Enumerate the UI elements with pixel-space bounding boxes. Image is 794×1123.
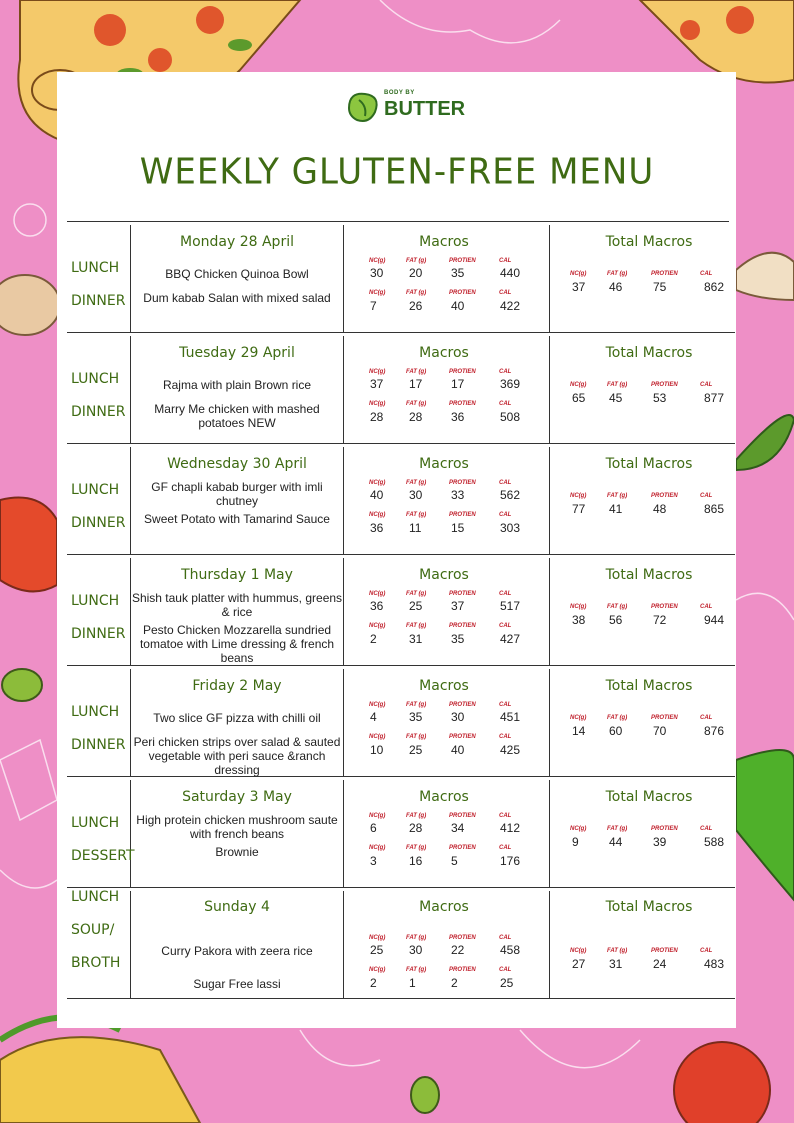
total-value: 48 — [653, 502, 667, 516]
total-column-label: CAL — [700, 948, 713, 954]
macro-value: 562 — [500, 488, 521, 502]
green-pepper-icon — [736, 750, 794, 900]
total-column-label: PROTIEN — [651, 715, 678, 721]
total-column-label: FAT (g) — [607, 604, 628, 610]
macros-heading: Macros — [419, 567, 469, 583]
total-value: 865 — [704, 502, 725, 516]
macro-value: 25 — [409, 599, 423, 613]
day-heading: Friday 2 May — [192, 678, 282, 694]
macro-column-label: CAL — [499, 401, 512, 407]
total-column-label: FAT (g) — [607, 948, 628, 954]
dish-first: Curry Pakora with zeera rice — [161, 944, 313, 958]
total-value: 72 — [653, 613, 667, 627]
total-column-label: PROTIEN — [651, 604, 678, 610]
day-heading: Monday 28 April — [180, 234, 294, 250]
total-column-label: CAL — [700, 826, 713, 832]
day-heading: Sunday 4 — [204, 899, 270, 915]
macro-column-label: NC(g) — [369, 935, 386, 941]
macro-value: 34 — [451, 821, 465, 835]
macro-column-label: PROTIEN — [449, 591, 476, 597]
macro-value: 35 — [451, 632, 465, 646]
chili-pepper-icon — [0, 498, 57, 592]
total-value: 46 — [609, 280, 623, 294]
meal-label-lunch: LUNCH — [71, 482, 120, 498]
total-column-label: NC(g) — [570, 271, 587, 277]
macro-value: 17 — [451, 377, 465, 391]
macro-column-label: CAL — [499, 591, 512, 597]
macro-column-label: FAT (g) — [406, 369, 427, 375]
macro-column-label: PROTIEN — [449, 512, 476, 518]
total-value: 27 — [572, 957, 586, 971]
macro-value: 10 — [370, 743, 384, 757]
total-value: 483 — [704, 957, 725, 971]
macro-value: 28 — [409, 410, 423, 424]
macro-column-label: FAT (g) — [406, 290, 427, 296]
macro-column-label: FAT (g) — [406, 258, 427, 264]
total-value: 38 — [572, 613, 586, 627]
macro-column-label: FAT (g) — [406, 734, 427, 740]
macro-value: 40 — [451, 743, 465, 757]
dish-first: High protein chicken mushroom saute with french beans — [136, 813, 338, 841]
macro-value: 30 — [409, 488, 423, 502]
macro-value: 35 — [451, 266, 465, 280]
total-value: 862 — [704, 280, 725, 294]
dish-first: BBQ Chicken Quinoa Bowl — [165, 267, 309, 281]
macro-value: 28 — [370, 410, 384, 424]
row-divider — [67, 554, 735, 555]
macro-column-label: PROTIEN — [449, 813, 476, 819]
macro-value: 37 — [451, 599, 465, 613]
total-value: 944 — [704, 613, 725, 627]
meal-label-second: DINNER — [71, 626, 126, 642]
dish-first: Rajma with plain Brown rice — [162, 378, 312, 392]
total-column-label: NC(g) — [570, 715, 587, 721]
macro-value: 422 — [500, 299, 521, 313]
macro-value: 427 — [500, 632, 521, 646]
macro-column-label: CAL — [499, 290, 512, 296]
macro-column-label: PROTIEN — [449, 369, 476, 375]
total-macros-heading: Total Macros — [605, 345, 693, 361]
mushroom-icon — [736, 253, 794, 300]
total-column-label: PROTIEN — [651, 271, 678, 277]
macros-heading: Macros — [419, 789, 469, 805]
total-value: 24 — [653, 957, 667, 971]
row-divider — [67, 443, 735, 444]
menu-card — [57, 72, 736, 1028]
macro-column-label: CAL — [499, 702, 512, 708]
macros-heading: Macros — [419, 899, 469, 915]
macro-column-label: FAT (g) — [406, 702, 427, 708]
total-value: 77 — [572, 502, 586, 516]
macro-column-label: CAL — [499, 369, 512, 375]
meal-label-lunch: LUNCH — [71, 371, 120, 387]
day-heading: Saturday 3 May — [182, 789, 292, 805]
macro-value: 26 — [409, 299, 423, 313]
dish-first: Shish tauk platter with hummus, greens & rice — [131, 591, 343, 619]
macro-column-label: CAL — [499, 480, 512, 486]
macro-column-label: CAL — [499, 623, 512, 629]
macro-value: 20 — [409, 266, 423, 280]
macro-column-label: PROTIEN — [449, 845, 476, 851]
total-value: 877 — [704, 391, 725, 405]
dish-second: Dum kabab Salan with mixed salad — [143, 291, 331, 305]
macro-value: 40 — [370, 488, 384, 502]
total-column-label: FAT (g) — [607, 715, 628, 721]
macro-column-label: CAL — [499, 734, 512, 740]
total-column-label: CAL — [700, 271, 713, 277]
meal-label-second: DINNER — [71, 737, 126, 753]
macro-value: 5 — [451, 854, 458, 868]
total-macros-heading: Total Macros — [605, 456, 693, 472]
total-column-label: NC(g) — [570, 604, 587, 610]
total-column-label: CAL — [700, 493, 713, 499]
macro-value: 2 — [451, 976, 458, 990]
macro-value: 36 — [370, 521, 384, 535]
meal-label-second: SOUP/ — [71, 922, 115, 938]
macros-heading: Macros — [419, 345, 469, 361]
meal-label-third: BROTH — [71, 955, 121, 971]
meal-label-lunch: LUNCH — [71, 889, 120, 905]
day-heading: Wednesday 30 April — [167, 456, 307, 472]
macro-value: 451 — [500, 710, 521, 724]
macro-column-label: NC(g) — [369, 369, 386, 375]
macro-column-label: FAT (g) — [406, 813, 427, 819]
macro-value: 303 — [500, 521, 521, 535]
total-column-label: FAT (g) — [607, 826, 628, 832]
meal-label-second: DINNER — [71, 293, 126, 309]
total-value: 39 — [653, 835, 667, 849]
macro-column-label: PROTIEN — [449, 290, 476, 296]
total-value: 9 — [572, 835, 579, 849]
macro-column-label: FAT (g) — [406, 967, 427, 973]
total-column-label: CAL — [700, 382, 713, 388]
total-column-label: NC(g) — [570, 948, 587, 954]
macro-value: 6 — [370, 821, 377, 835]
macro-value: 15 — [451, 521, 465, 535]
dish-second: Brownie — [215, 845, 259, 859]
macro-column-label: PROTIEN — [449, 480, 476, 486]
total-value: 75 — [653, 280, 667, 294]
macro-column-label: FAT (g) — [406, 480, 427, 486]
total-column-label: PROTIEN — [651, 948, 678, 954]
total-column-label: PROTIEN — [651, 493, 678, 499]
macro-value: 4 — [370, 710, 377, 724]
total-value: 41 — [609, 502, 623, 516]
total-value: 60 — [609, 724, 623, 738]
macro-column-label: CAL — [499, 512, 512, 518]
macro-value: 36 — [451, 410, 465, 424]
dish-second: Sweet Potato with Tamarind Sauce — [144, 512, 330, 526]
macro-value: 412 — [500, 821, 521, 835]
macro-value: 30 — [451, 710, 465, 724]
macro-column-label: NC(g) — [369, 401, 386, 407]
macros-heading: Macros — [419, 234, 469, 250]
macro-column-label: NC(g) — [369, 845, 386, 851]
macro-value: 31 — [409, 632, 423, 646]
dish-second: Sugar Free lassi — [193, 977, 281, 991]
total-value: 31 — [609, 957, 623, 971]
table-top-border — [67, 221, 729, 222]
total-macros-heading: Total Macros — [605, 234, 693, 250]
macro-column-label: NC(g) — [369, 813, 386, 819]
macro-column-label: FAT (g) — [406, 512, 427, 518]
macro-value: 176 — [500, 854, 521, 868]
macro-column-label: PROTIEN — [449, 401, 476, 407]
macro-column-label: FAT (g) — [406, 401, 427, 407]
row-divider — [67, 332, 735, 333]
macro-column-label: PROTIEN — [449, 935, 476, 941]
dish-first: GF chapli kabab burger with imli chutney — [151, 480, 323, 508]
macro-column-label: PROTIEN — [449, 734, 476, 740]
total-macros-heading: Total Macros — [605, 678, 693, 694]
pizza-slice-right-icon — [640, 0, 794, 83]
macro-column-label: NC(g) — [369, 591, 386, 597]
day-heading: Thursday 1 May — [181, 567, 293, 583]
macro-value: 7 — [370, 299, 377, 313]
total-value: 37 — [572, 280, 586, 294]
macro-value: 1 — [409, 976, 416, 990]
total-column-label: NC(g) — [570, 493, 587, 499]
total-column-label: FAT (g) — [607, 271, 628, 277]
macro-column-label: PROTIEN — [449, 623, 476, 629]
dish-second: Pesto Chicken Mozzarella sundried tomatoe with Lime dressing & french beans — [139, 623, 335, 665]
macro-value: 25 — [370, 943, 384, 957]
macro-value: 30 — [409, 943, 423, 957]
corn-icon — [0, 1017, 200, 1123]
macro-value: 25 — [409, 743, 423, 757]
macro-value: 440 — [500, 266, 521, 280]
macro-column-label: NC(g) — [369, 734, 386, 740]
macro-column-label: FAT (g) — [406, 591, 427, 597]
meal-label-second: DESSERT — [71, 848, 135, 864]
meal-label-second: DINNER — [71, 515, 126, 531]
macro-value: 35 — [409, 710, 423, 724]
macro-column-label: FAT (g) — [406, 935, 427, 941]
total-value: 588 — [704, 835, 725, 849]
row-divider — [67, 998, 735, 999]
dish-second: Marry Me chicken with mashed potatoes NEW — [154, 402, 320, 430]
macro-column-label: NC(g) — [369, 967, 386, 973]
macro-value: 458 — [500, 943, 521, 957]
total-column-label: CAL — [700, 715, 713, 721]
macro-value: 37 — [370, 377, 384, 391]
meal-label-lunch: LUNCH — [71, 815, 120, 831]
logo-text-big: BUTTER — [384, 98, 466, 120]
total-column-label: FAT (g) — [607, 493, 628, 499]
macro-value: 425 — [500, 743, 521, 757]
dish-second: Peri chicken strips over salad & sauted vegetable with peri sauce &ranch dressing — [133, 735, 341, 777]
macro-value: 517 — [500, 599, 521, 613]
total-value: 70 — [653, 724, 667, 738]
macro-column-label: NC(g) — [369, 623, 386, 629]
row-divider — [67, 665, 735, 666]
potato-icon — [0, 275, 60, 335]
macro-column-label: NC(g) — [369, 258, 386, 264]
macro-value: 11 — [409, 521, 422, 535]
total-column-label: PROTIEN — [651, 382, 678, 388]
total-column-label: CAL — [700, 604, 713, 610]
macro-column-label: PROTIEN — [449, 702, 476, 708]
macro-value: 17 — [409, 377, 423, 391]
total-macros-heading: Total Macros — [605, 567, 693, 583]
macro-value: 2 — [370, 976, 377, 990]
macro-column-label: NC(g) — [369, 512, 386, 518]
macro-value: 36 — [370, 599, 384, 613]
total-column-label: FAT (g) — [607, 382, 628, 388]
total-macros-heading: Total Macros — [605, 789, 693, 805]
total-macros-heading: Total Macros — [605, 899, 693, 915]
total-value: 45 — [609, 391, 623, 405]
page-title: WEEKLY GLUTEN-FREE MENU — [139, 151, 655, 193]
total-value: 53 — [653, 391, 667, 405]
total-column-label: PROTIEN — [651, 826, 678, 832]
logo-text-small: BODY BY — [384, 90, 415, 96]
macro-value: 3 — [370, 854, 377, 868]
macro-column-label: FAT (g) — [406, 623, 427, 629]
total-value: 65 — [572, 391, 586, 405]
macro-column-label: CAL — [499, 813, 512, 819]
total-value: 44 — [609, 835, 623, 849]
macros-heading: Macros — [419, 678, 469, 694]
macro-column-label: CAL — [499, 845, 512, 851]
macro-value: 22 — [451, 943, 465, 957]
macro-value: 28 — [409, 821, 423, 835]
macro-column-label: NC(g) — [369, 290, 386, 296]
macro-value: 369 — [500, 377, 521, 391]
total-value: 56 — [609, 613, 623, 627]
macro-column-label: CAL — [499, 967, 512, 973]
total-value: 876 — [704, 724, 725, 738]
dish-first: Two slice GF pizza with chilli oil — [153, 711, 321, 725]
macro-value: 508 — [500, 410, 521, 424]
macro-column-label: CAL — [499, 258, 512, 264]
total-value: 14 — [572, 724, 586, 738]
macro-value: 16 — [409, 854, 423, 868]
row-divider — [67, 887, 735, 888]
meal-label-lunch: LUNCH — [71, 593, 120, 609]
total-column-label: NC(g) — [570, 826, 587, 832]
meal-label-lunch: LUNCH — [71, 704, 120, 720]
tomato-icon — [674, 1042, 770, 1123]
macro-value: 40 — [451, 299, 465, 313]
total-column-label: NC(g) — [570, 382, 587, 388]
macro-column-label: PROTIEN — [449, 967, 476, 973]
macro-value: 2 — [370, 632, 377, 646]
macro-value: 30 — [370, 266, 384, 280]
macro-column-label: NC(g) — [369, 480, 386, 486]
macro-column-label: CAL — [499, 935, 512, 941]
macros-heading: Macros — [419, 456, 469, 472]
day-heading: Tuesday 29 April — [179, 345, 295, 361]
macro-column-label: FAT (g) — [406, 845, 427, 851]
macro-value: 25 — [500, 976, 514, 990]
meal-label-lunch: LUNCH — [71, 260, 120, 276]
meal-label-second: DINNER — [71, 404, 126, 420]
macro-column-label: PROTIEN — [449, 258, 476, 264]
macro-value: 33 — [451, 488, 465, 502]
macro-column-label: NC(g) — [369, 702, 386, 708]
